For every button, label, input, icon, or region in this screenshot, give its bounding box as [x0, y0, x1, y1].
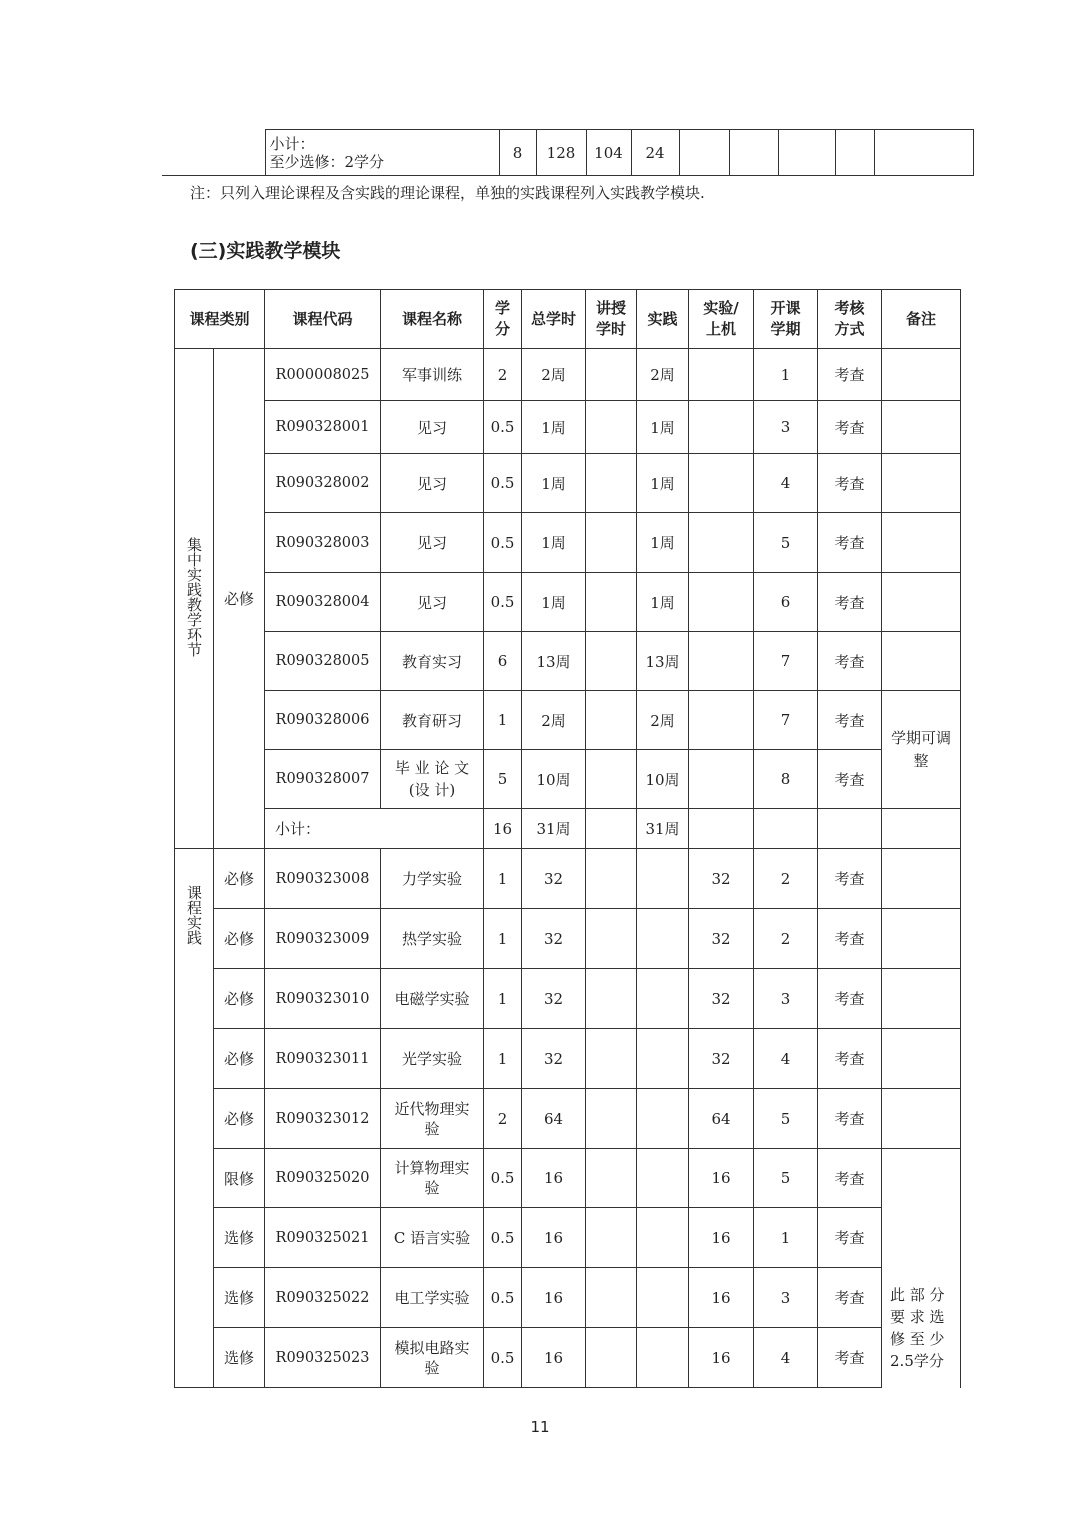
table-row: 选修 R090325023 模拟电路实 验 0.5 16 16 4 考查	[175, 1328, 961, 1388]
table-row: 选修 R090325021 C 语言实验 0.5 16 16 1 考查	[175, 1208, 961, 1268]
section-title: (三)实践教学模块	[190, 240, 341, 262]
header-name: 课程名称	[381, 290, 484, 349]
header-exam: 考核 方式	[818, 290, 882, 349]
subtotal-lecture-hours: 104	[586, 130, 631, 176]
table-row: 必修 R090323012 近代物理实 验 2 64 64 5 考查	[175, 1089, 961, 1149]
group2-category: 课程实践	[175, 849, 214, 1388]
group1-remark: 学期可调整	[882, 691, 961, 809]
table-row: 必修 R090323010 电磁学实验 1 32 32 3 考查	[175, 969, 961, 1029]
table-row: R090328004 见习 0.5 1周 1周 6 考查	[175, 573, 961, 632]
table-row: R090328005 教育实习 6 13周 13周 7 考查	[175, 632, 961, 691]
header-semester: 开课 学期	[754, 290, 818, 349]
subtotal-credits: 8	[499, 130, 536, 176]
header-row	[175, 290, 961, 349]
table-row: 选修 R090325022 电工学实验 0.5 16 16 3 考查	[175, 1268, 961, 1328]
table-row: R090328007 毕 业 论 文 (设 计) 5 10周 10周 8 考查	[175, 750, 961, 809]
header-total-hours: 总学时	[522, 290, 586, 349]
table-row: 必修 R090323011 光学实验 1 32 32 4 考查	[175, 1029, 961, 1089]
table-row: R090328001 见习 0.5 1周 1周 3 考查	[175, 401, 961, 454]
subtotal-row	[162, 130, 973, 176]
table-row: R090328003 见习 0.5 1周 1周 5 考查	[175, 513, 961, 573]
subtotal-total-hours: 128	[536, 130, 586, 176]
group1-subtotal-row: 小计： 16 31周 31周	[175, 809, 961, 849]
table-row: 课程实践 必修 R090323008 力学实验 1 32 32 2 考查	[175, 849, 961, 909]
table-row: 限修 R090325020 计算物理实 验 0.5 16 16 5 考查 此 部 分 要 求 选 修 至 少 2.5学分	[175, 1149, 961, 1208]
header-lecture-hours: 讲授 学时	[586, 290, 637, 349]
header-lab: 实验/ 上机	[689, 290, 754, 349]
subtotal-practice-hours: 24	[631, 130, 679, 176]
subtotal-label: 小计： 至少选修：2学分	[265, 130, 499, 176]
header-practice: 实践	[637, 290, 689, 349]
group1-requirement: 必修	[214, 349, 265, 849]
table-row: R090328002 见习 0.5 1周 1周 4 考查	[175, 454, 961, 513]
previous-module-subtotal-table	[162, 129, 974, 176]
header-remarks: 备注	[882, 290, 961, 349]
header-code: 课程代码	[265, 290, 381, 349]
table-row: R090328006 教育研习 1 2周 2周 7 考查 学期可调整	[175, 691, 961, 750]
header-category: 课程类别	[175, 290, 265, 349]
table-row: 集中实践教学环节 必修 R000008025 军事训练 2 2周 2周 1 考查	[175, 349, 961, 401]
header-credits: 学 分	[484, 290, 522, 349]
group1-category: 集中实践教学环节	[175, 349, 214, 849]
practice-teaching-table	[174, 289, 961, 1388]
page-number: 11	[530, 1418, 550, 1436]
table-row: 必修 R090323009 热学实验 1 32 32 2 考查	[175, 909, 961, 969]
group2-remark: 此 部 分 要 求 选 修 至 少 2.5学分	[882, 1149, 961, 1388]
table-note: 注：只列入理论课程及含实践的理论课程，单独的实践课程列入实践教学模块.	[190, 184, 705, 202]
